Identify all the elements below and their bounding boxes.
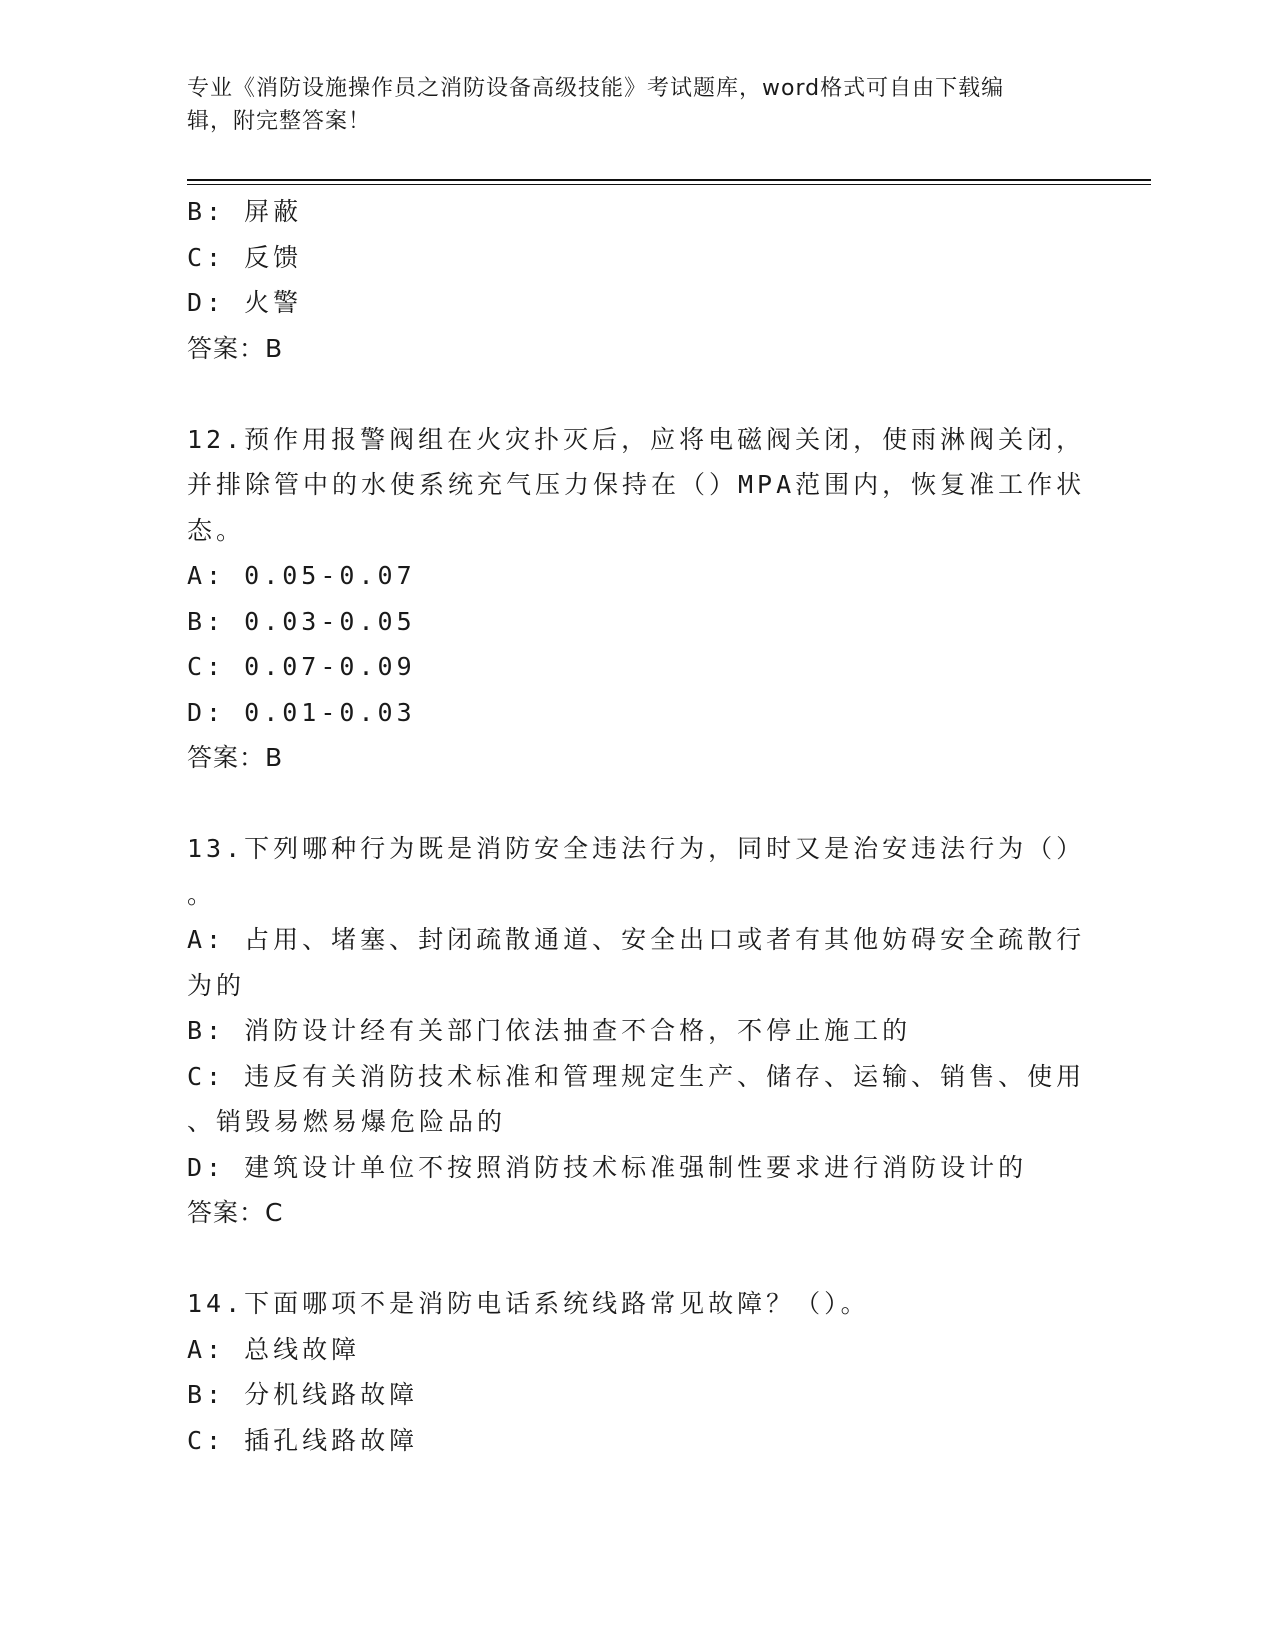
option-b: B: 0.03-0.05: [187, 606, 416, 636]
question-14: [187, 1281, 1087, 1463]
header-line-2: 辑，附完整答案！: [187, 109, 372, 134]
option-c: C: 插孔线路故障: [187, 1425, 419, 1455]
header-line-1: 专业《消防设施操作员之消防设备高级技能》考试题库，word格式可自由下载编: [187, 76, 1005, 101]
option-c-continued: 、销毁易燃易爆危险品的: [187, 1107, 507, 1136]
question-stem-line: 态。: [187, 515, 246, 545]
question-stem-line: 14.下面哪项不是消防电话系统线路常见故障？（）。: [187, 1289, 870, 1318]
option-c: C: 0.07-0.09: [187, 652, 416, 681]
option-b: B: 分机线路故障: [187, 1380, 419, 1409]
answer-line: 答案：C: [187, 1198, 284, 1227]
option-a-continued: 为的: [187, 970, 246, 1000]
answer-line: 答案：B: [187, 743, 284, 772]
option-c: C: 反馈: [187, 242, 303, 272]
option-b: B: 屏蔽: [187, 197, 303, 226]
option-a: A: 总线故障: [187, 1334, 361, 1364]
document-header: [187, 72, 1087, 138]
question-12: [187, 417, 1087, 781]
header-divider-thick: [187, 179, 1151, 181]
option-d: D: 建筑设计单位不按照消防技术标准强制性要求进行消防设计的: [187, 1152, 1028, 1182]
question-stem-line: 12.预作用报警阀组在火灾扑灭后，应将电磁阀关闭，使雨淋阀关闭，: [187, 424, 1086, 454]
header-divider-thin: [187, 184, 1151, 185]
option-d: D: 火警: [187, 288, 303, 317]
option-d: D: 0.01-0.03: [187, 697, 416, 727]
answer-line: 答案：B: [187, 333, 284, 363]
option-b: B: 消防设计经有关部门依法抽查不合格，不停止施工的: [187, 1016, 912, 1045]
option-a: A: 占用、堵塞、封闭疏散通道、安全出口或者有其他妨碍安全疏散行: [187, 925, 1086, 954]
option-c: C: 违反有关消防技术标准和管理规定生产、储存、运输、销售、使用: [187, 1061, 1086, 1091]
question-13: [187, 826, 1087, 1236]
question-stem-line: 。: [187, 879, 217, 909]
question-stem-line: 并排除管中的水使系统充气压力保持在（）MPA范围内，恢复准工作状: [187, 470, 1086, 499]
question-stem-line: 13.下列哪种行为既是消防安全违法行为，同时又是治安违法行为（）: [187, 834, 1086, 863]
document-body: [187, 189, 1087, 1463]
option-a: A: 0.05-0.07: [187, 561, 416, 590]
question-11-tail: [187, 189, 1087, 371]
